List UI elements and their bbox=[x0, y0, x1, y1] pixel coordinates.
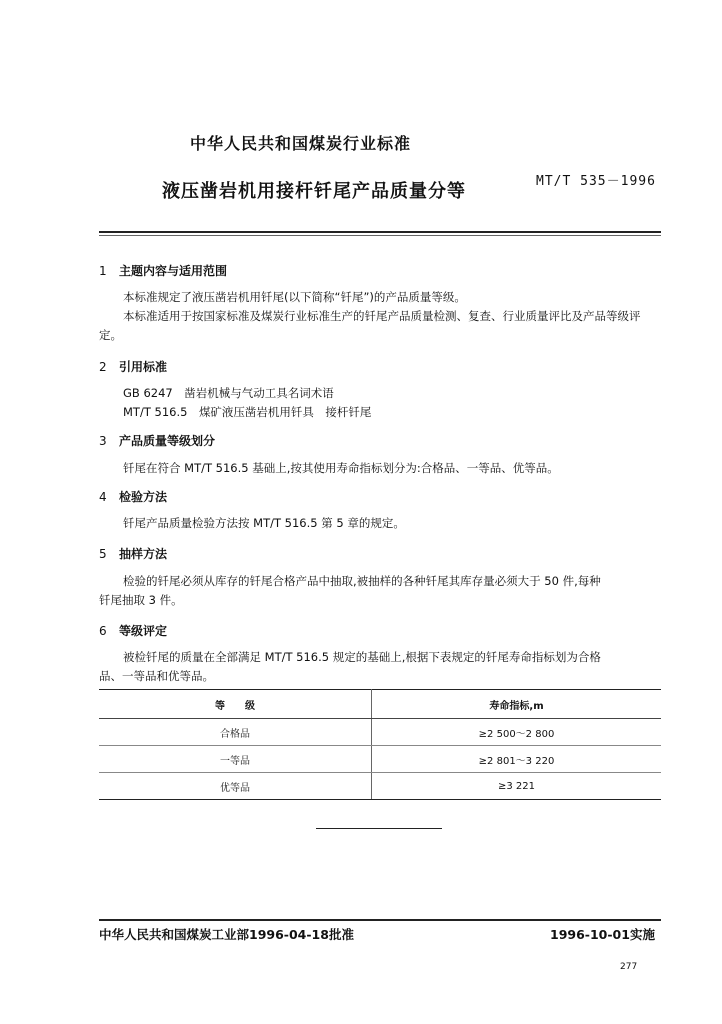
reference-code: MT/T 516.5 bbox=[123, 405, 188, 419]
reference-item bbox=[123, 404, 371, 420]
section-title: 检验方法 bbox=[119, 490, 168, 504]
life-index-cell: ≥2 500～2 800 bbox=[372, 719, 662, 746]
section-5-paragraph-line-2: 钎尾抽取 3 件。 bbox=[99, 593, 183, 607]
section-title: 产品质量等级划分 bbox=[119, 434, 216, 448]
footer-rule bbox=[99, 919, 661, 921]
table-row bbox=[99, 719, 661, 746]
section-number: 2 bbox=[99, 360, 107, 374]
header-rule bbox=[99, 231, 661, 233]
page-number: 277 bbox=[620, 962, 638, 972]
section-4-paragraph: 钎尾产品质量检验方法按 MT/T 516.5 第 5 章的规定。 bbox=[123, 516, 405, 530]
standard-code: MT/T 535－1996 bbox=[536, 174, 656, 189]
section-title: 引用标准 bbox=[119, 360, 168, 374]
life-index-cell: ≥3 221 bbox=[372, 773, 662, 800]
section-number: 3 bbox=[99, 434, 107, 448]
section-5-paragraph-line-1: 检验的钎尾必须从库存的钎尾合格产品中抽取,被抽样的各种钎尾其库存量必须大于 50 件,每种 bbox=[123, 574, 601, 588]
grade-cell: 合格品 bbox=[99, 719, 372, 746]
life-index-column-header: 寿命指标,m bbox=[372, 690, 662, 719]
section-number: 4 bbox=[99, 490, 107, 504]
section-6-paragraph-line-2: 品、一等品和优等品。 bbox=[99, 669, 214, 683]
section-1-heading bbox=[99, 262, 227, 279]
end-of-text-rule bbox=[316, 828, 442, 829]
standard-type-heading: 中华人民共和国煤炭行业标准 bbox=[190, 134, 412, 153]
reference-item bbox=[123, 385, 334, 401]
reference-name: 凿岩机械与气动工具名词术语 bbox=[184, 386, 334, 400]
table-row bbox=[99, 746, 661, 773]
section-6-paragraph-line-1: 被检钎尾的质量在全部满足 MT/T 516.5 规定的基础上,根据下表规定的钎尾寿命指标划为合格 bbox=[123, 650, 601, 664]
section-4-heading bbox=[99, 488, 167, 505]
table-row bbox=[99, 773, 661, 800]
section-2-heading bbox=[99, 358, 167, 375]
section-3-heading bbox=[99, 432, 215, 449]
reference-name: 煤矿液压凿岩机用钎具 接杆钎尾 bbox=[198, 405, 372, 419]
section-1-paragraph-2: 本标准适用于按国家标准及煤炭行业标准生产的钎尾产品质量检测、复查、行业质量评比及产品等级评定。 bbox=[99, 309, 641, 342]
section-title: 抽样方法 bbox=[119, 547, 168, 561]
section-title: 主题内容与适用范围 bbox=[119, 264, 228, 278]
reference-code: GB 6247 bbox=[123, 386, 173, 400]
section-number: 5 bbox=[99, 547, 107, 561]
section-number: 6 bbox=[99, 624, 107, 638]
section-3-paragraph: 钎尾在符合 MT/T 516.5 基础上,按其使用寿命指标划分为:合格品、一等品、优等品。 bbox=[123, 461, 559, 475]
table-header-row bbox=[99, 690, 661, 719]
approval-line: 中华人民共和国煤炭工业部1996-04-18批准 bbox=[99, 927, 354, 942]
effective-date-line: 1996-10-01实施 bbox=[550, 927, 655, 942]
grade-column-header: 等 级 bbox=[99, 690, 372, 719]
section-6-heading bbox=[99, 622, 167, 639]
grade-table bbox=[99, 689, 661, 800]
section-5-heading bbox=[99, 545, 167, 562]
grade-cell: 优等品 bbox=[99, 773, 372, 800]
section-title: 等级评定 bbox=[119, 624, 168, 638]
document-title: 液压凿岩机用接杆钎尾产品质量分等 bbox=[162, 181, 466, 202]
life-index-cell: ≥2 801～3 220 bbox=[372, 746, 662, 773]
grade-cell: 一等品 bbox=[99, 746, 372, 773]
section-number: 1 bbox=[99, 264, 107, 278]
header-rule-thin bbox=[99, 235, 661, 236]
section-1-paragraph-1: 本标准规定了液压凿岩机用钎尾(以下简称“钎尾”)的产品质量等级。 bbox=[123, 290, 466, 304]
